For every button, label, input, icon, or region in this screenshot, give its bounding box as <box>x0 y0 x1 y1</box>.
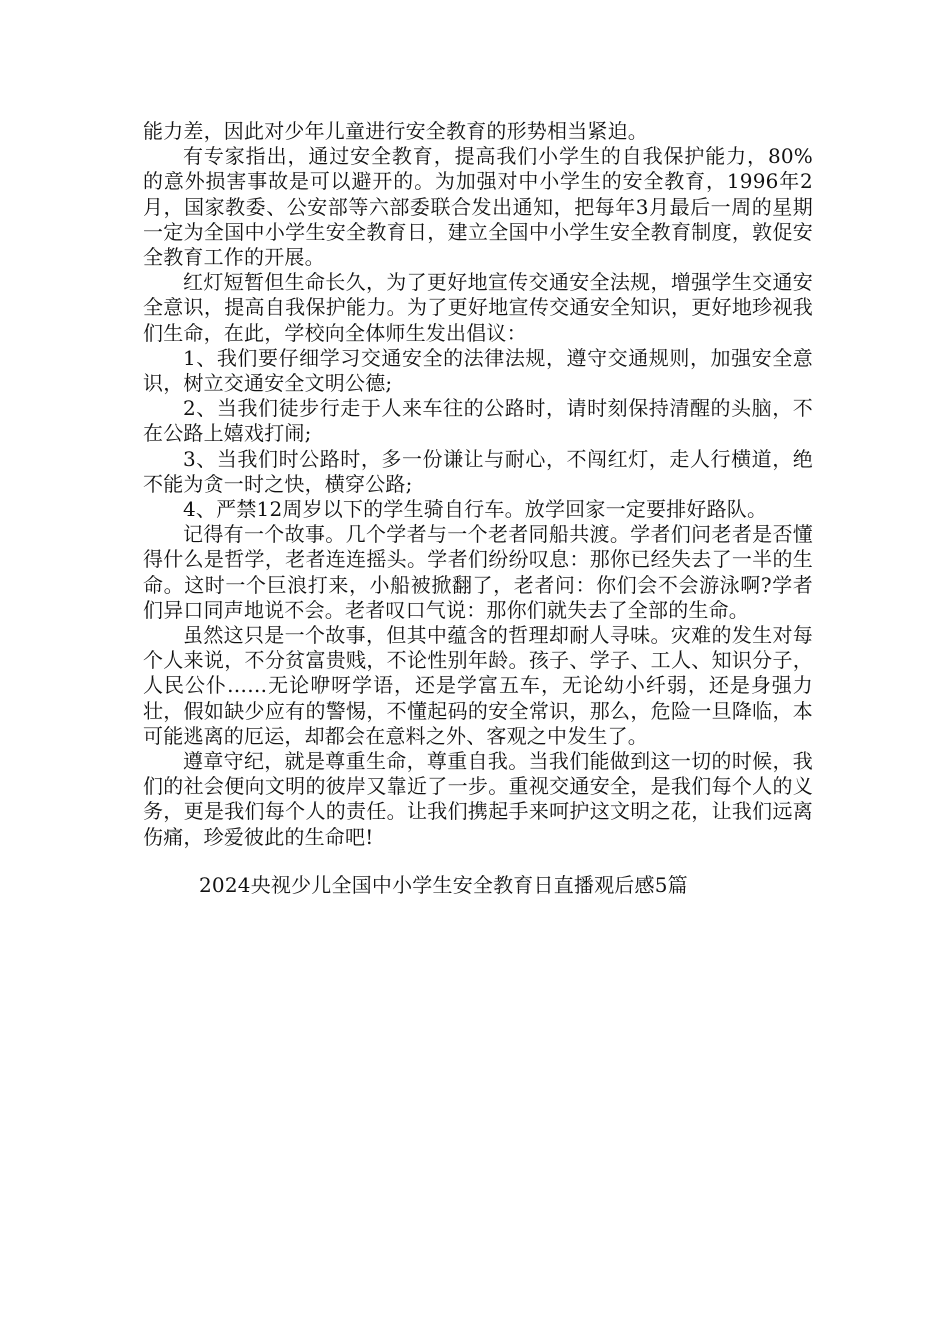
paragraph-proposal-1: 1、我们要仔细学习交通安全的法律法规，遵守交通规则，加强安全意识，树立交通安全文明公德; <box>143 345 813 396</box>
paragraph-conclusion: 遵章守纪，就是尊重生命，尊重自我。当我们能做到这一切的时候，我们的社会便向文明的彼岸又靠近了一步。重视交通安全，是我们每个人的义务，更是我们每个人的责任。让我们携起手来呵护这文明之花，让我们远离伤痛，珍爱彼此的生命吧! <box>143 749 813 849</box>
document-page <box>143 119 813 898</box>
paragraph-proposal-4: 4、严禁12周岁以下的学生骑自行车。放学回家一定要排好路队。 <box>183 497 768 522</box>
paragraph-story-meaning: 虽然这只是一个故事，但其中蕴含的哲理却耐人寻味。灾难的发生对每个人来说，不分贫富贵贱，不论性别年龄。孩子、学子、工人、知识分子，人民公仆……无论咿呀学语，还是学富五车，无论幼小纤弱，还是身强力壮，假如缺少应有的警惕，不懂起码的安全常识，那么，危险一旦降临，本可能逃离的厄运，却都会在意料之外、客观之中发生了。 <box>143 623 813 748</box>
paragraph-red-light: 红灯短暂但生命长久，为了更好地宣传交通安全法规，增强学生交通安全意识，提高自我保护能力。为了更好地宣传交通安全知识，更好地珍视我们生命，在此，学校向全体师生发出倡议： <box>143 270 813 345</box>
paragraph-proposal-3: 3、当我们时公路时，多一份谦让与耐心，不闯红灯，走人行横道，绝不能为贪一时之快，横穿公路; <box>143 446 813 496</box>
next-article-title: 2024央视少儿全国中小学生安全教育日直播观后感5篇 <box>199 872 688 897</box>
paragraph-expert-opinion: 有专家指出，通过安全教育，提高我们小学生的自我保护能力，80%的意外损害事故是可以避开的。为加强对中小学生的安全教育，1996年2月，国家教委、公安部等六部委联合发出通知，把每年3月最后一周的星期一定为全国中小学生安全教育日，建立全国中小学生安全教育制度，敦促安全教育工作的开展。 <box>143 144 813 270</box>
paragraph-story: 记得有一个故事。几个学者与一个老者同船共渡。学者们问老者是否懂得什么是哲学，老者连连摇头。学者们纷纷叹息：那你已经失去了一半的生命。这时一个巨浪打来，小船被掀翻了，老者问：你们会不会游泳啊?学者们异口同声地说不会。老者叹口气说：那你们就失去了全部的生命。 <box>143 522 813 622</box>
paragraph-continuation: 能力差，因此对少年儿童进行安全教育的形势相当紧迫。 <box>143 119 648 143</box>
paragraph-proposal-2: 2、当我们徒步行走于人来车往的公路时，请时刻保持清醒的头脑，不在公路上嬉戏打闹; <box>143 396 813 446</box>
